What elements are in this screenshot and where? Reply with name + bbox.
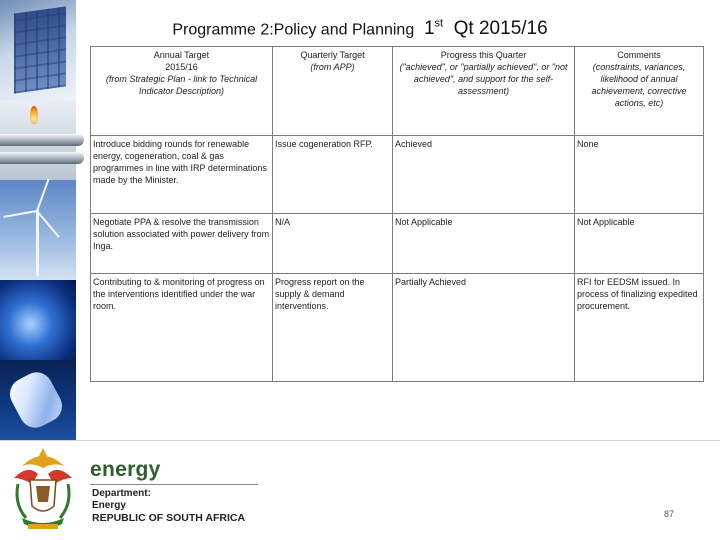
department-line: Energy bbox=[92, 500, 126, 511]
table-cell: Negotiate PPA & resolve the transmission solution associated with power delivery from Inga. bbox=[91, 214, 273, 274]
table-row bbox=[91, 136, 704, 214]
table-row bbox=[91, 274, 704, 382]
footer-divider bbox=[0, 440, 720, 441]
table-cell: None bbox=[575, 136, 704, 214]
table-cell: Contributing to & monitoring of progress on the interventions identified under the war room. bbox=[91, 274, 273, 382]
coat-of-arms-icon bbox=[8, 444, 78, 536]
header-note: (from Strategic Plan - link to Technical Indicator Description) bbox=[105, 74, 258, 96]
header-annual-target bbox=[91, 47, 273, 136]
title-main: Programme 2:Policy and Planning bbox=[172, 21, 415, 39]
energy-logo-word: energy bbox=[90, 458, 161, 481]
solar-panel-image bbox=[0, 0, 76, 100]
slide-title bbox=[0, 18, 720, 40]
country-label: REPUBLIC OF SOUTH AFRICA bbox=[92, 512, 246, 524]
title-sup: st bbox=[434, 18, 444, 30]
table-cell: Introduce bidding rounds for renewable energy, cogeneration, coal & gas programmes in line with IRP determinations made by the Minister. bbox=[91, 136, 273, 214]
energy-saving-bulb-image bbox=[0, 360, 76, 440]
header-progress bbox=[393, 47, 575, 136]
table-cell: RFI for EEDSM issued. In process of finalizing expedited procurement. bbox=[575, 274, 704, 382]
table-row bbox=[91, 214, 704, 274]
table-cell: Issue cogeneration RFP. bbox=[273, 136, 393, 214]
decorative-photo-strip bbox=[0, 0, 76, 440]
table-cell: Not Applicable bbox=[575, 214, 704, 274]
header-label: Annual Target bbox=[153, 50, 210, 60]
department-line: Department: bbox=[92, 488, 151, 499]
page-number: 87 bbox=[664, 509, 675, 519]
logo-divider bbox=[90, 484, 258, 485]
title-period: Qt 2015/16 bbox=[453, 18, 548, 40]
table-cell: Achieved bbox=[393, 136, 575, 214]
table-header-row bbox=[91, 47, 704, 136]
header-note: ("achieved", or "partially achieved", or "not achieved", and support for the self-assessment) bbox=[399, 62, 568, 96]
table-cell: Progress report on the supply & demand interventions. bbox=[273, 274, 393, 382]
table-cell: N/A bbox=[273, 214, 393, 274]
header-label: Comments bbox=[617, 50, 661, 60]
title-quarter: 1 bbox=[423, 18, 435, 40]
table-cell: Not Applicable bbox=[393, 214, 575, 274]
header-label: 2015/16 bbox=[165, 62, 198, 72]
header-note: (constraints, variances, likelihood of annual achievement, corrective actions, etc) bbox=[591, 62, 687, 108]
header-label: Quarterly Target bbox=[300, 50, 365, 60]
gas-pipeline-image bbox=[0, 100, 76, 180]
department-label bbox=[92, 488, 151, 512]
performance-table bbox=[90, 46, 704, 382]
header-quarterly-target bbox=[273, 47, 393, 136]
header-comments bbox=[575, 47, 704, 136]
wind-turbine-image bbox=[0, 180, 76, 280]
header-note: (from APP) bbox=[310, 62, 355, 72]
gas-flame-image bbox=[0, 280, 76, 360]
table-cell: Partially Achieved bbox=[393, 274, 575, 382]
header-label: Progress this Quarter bbox=[440, 50, 527, 60]
